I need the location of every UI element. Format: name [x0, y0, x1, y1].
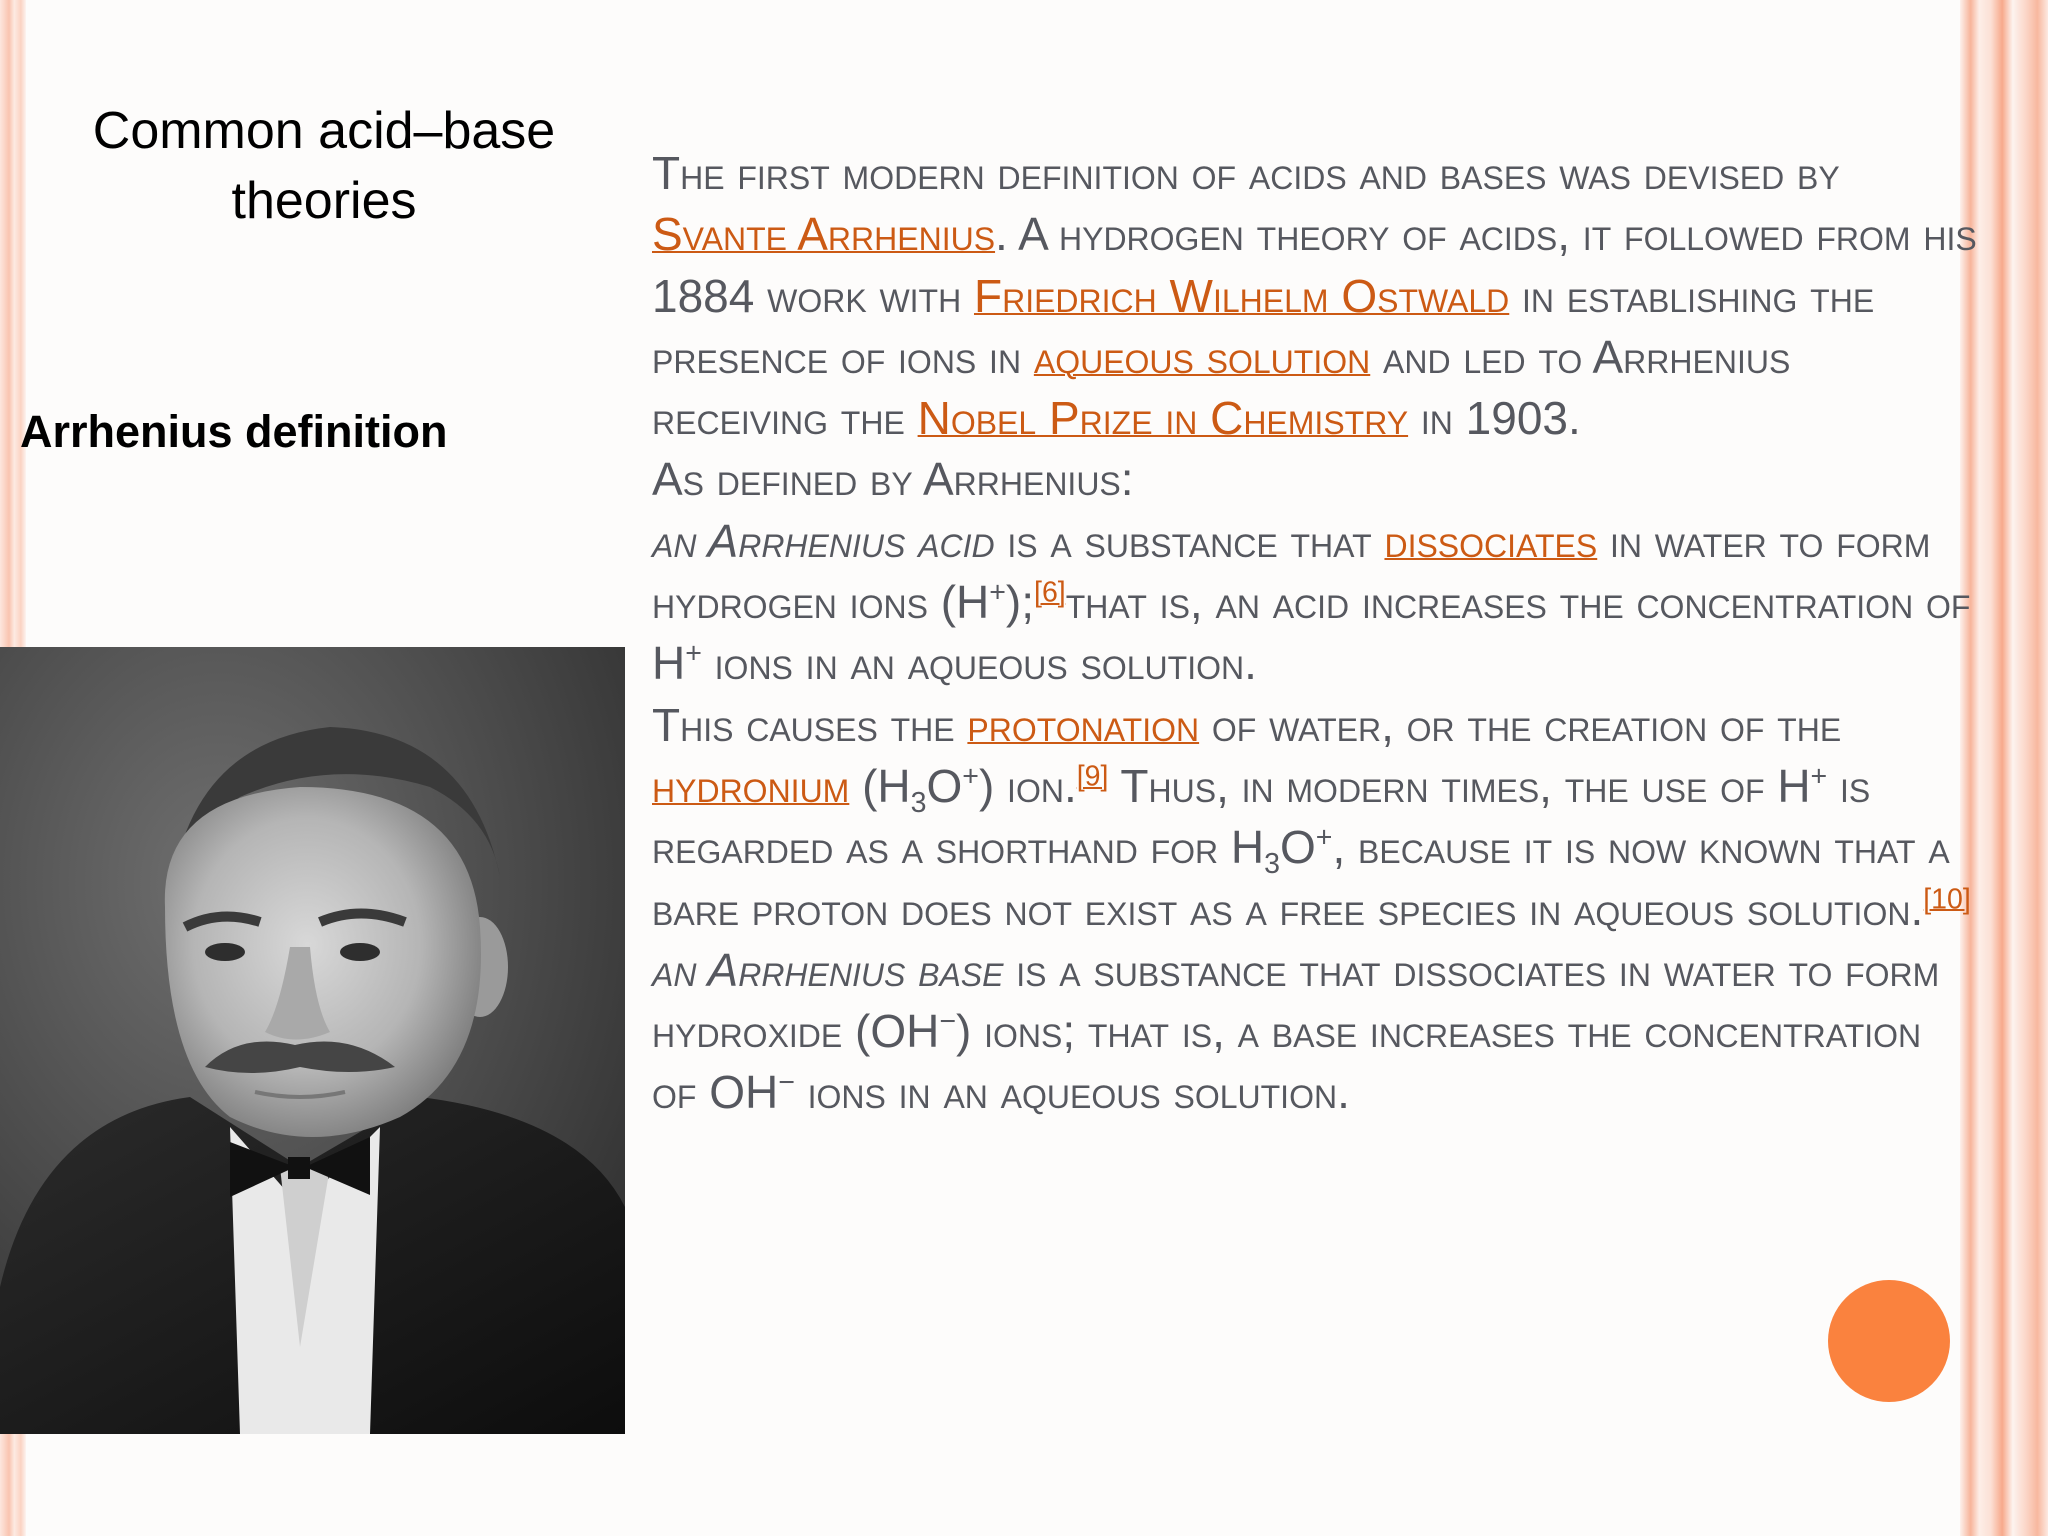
link-aqueous-solution[interactable]: aqueous solution: [1033, 330, 1371, 383]
ref-6-link[interactable]: [6]: [1034, 576, 1066, 609]
p4-text-2: of water, or the creation of the: [1199, 698, 1842, 751]
body-text: [652, 143, 1977, 1124]
p3-text-5: ions in an aqueous solution.: [701, 637, 1257, 690]
portrait-image: [0, 647, 625, 1434]
p4-text-5: ) ion.: [978, 759, 1077, 812]
p1-text-2: . A hydrogen theory of acids, it followed from his 1884 work with: [652, 208, 1977, 322]
p4-sub-1: 3: [910, 787, 927, 820]
paragraph-4: [652, 695, 1977, 940]
p1-text-3: in establishing the presence of ions in: [652, 269, 1875, 383]
p5-text-3: ions in an aqueous solution.: [794, 1066, 1350, 1119]
link-nobel-prize[interactable]: Nobel Prize in Chemistry: [917, 392, 1409, 445]
p5-sup-1: −: [939, 1005, 957, 1038]
p4-text-1: This causes the: [652, 698, 968, 751]
paragraph-2: As defined by Arrhenius:: [652, 453, 1134, 506]
p3-text-1: is a substance that: [994, 514, 1385, 567]
p4-sup-1: +: [962, 760, 979, 793]
p5-sup-2: −: [778, 1067, 795, 1100]
p3-sup-2: +: [685, 638, 702, 671]
p5-text-1: is a substance that dissociates in water to form hydroxide (OH: [652, 943, 1940, 1058]
p5-text-2: ) ions; that is, a base increases the concentration of OH: [652, 1005, 1922, 1119]
p3-italic-term: an Arrhenius acid: [652, 514, 995, 567]
p4-sup-2: +: [1810, 760, 1828, 793]
ref-10-link[interactable]: [10]: [1923, 883, 1971, 916]
decorative-circle: [1828, 1280, 1950, 1402]
p4-text-4: O: [926, 759, 963, 812]
p4-text-8: O: [1280, 821, 1316, 874]
link-protonation[interactable]: protonation: [967, 698, 1200, 751]
p4-text-3: (H: [849, 759, 911, 812]
p3-text-2: in water to form hydrogen ions (H: [652, 514, 1931, 629]
p1-text-4: and led to Arrhenius receiving the: [652, 330, 1791, 445]
p3-text-3: );: [1005, 576, 1035, 629]
ref-9-link[interactable]: [9]: [1076, 760, 1109, 793]
p3-text-4: that is, an acid increases the concentration of H: [652, 576, 1971, 690]
link-friedrich-wilhelm-ostwald[interactable]: Friedrich Wilhelm Ostwald: [973, 269, 1510, 322]
slide-title: Common acid–base theories: [92, 102, 556, 230]
p4-text-9: , because it is now known that a bare proton does not exist as a free species in aqueous solution.: [652, 821, 1950, 935]
link-hydronium[interactable]: hydronium: [652, 759, 850, 812]
link-dissociates[interactable]: dissociates: [1384, 514, 1598, 567]
p4-text-6: Thus, in modern times, the use of H: [1108, 759, 1811, 812]
p1-text-1: The first modern definition of acids and bases was devised by: [652, 147, 1840, 199]
p4-sub-2: 3: [1264, 848, 1281, 881]
p5-italic-term: an Arrhenius base: [652, 943, 1004, 996]
p4-sup-3: +: [1315, 821, 1333, 854]
paragraph-5: [652, 940, 1977, 1124]
p3-sup-1: +: [989, 576, 1006, 609]
paragraph-1: [652, 143, 1977, 449]
p1-text-5: in 1903.: [1408, 392, 1581, 445]
link-svante-arrhenius[interactable]: Svante Arrhenius: [652, 208, 996, 261]
p4-text-7: is regarded as a shorthand for H: [652, 759, 1871, 874]
paragraph-3: [652, 511, 1977, 695]
section-subtitle: Arrhenius definition: [20, 406, 448, 457]
